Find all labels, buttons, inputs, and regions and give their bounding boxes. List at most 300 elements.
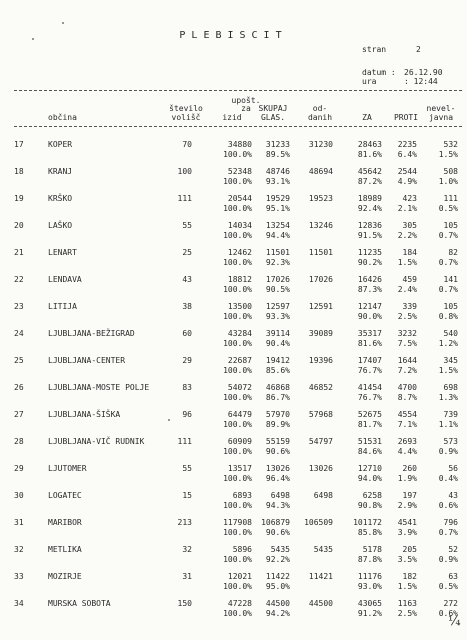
cell-skupaj: 106879 xyxy=(261,518,290,527)
cell-nev: 796 xyxy=(443,518,458,527)
cell-skupaj: 19529 xyxy=(265,194,290,203)
cell-pct-skupaj: 90.5% xyxy=(265,285,290,294)
cell-skupaj: 19412 xyxy=(265,356,290,365)
cell-za: 5178 xyxy=(362,545,382,554)
cell-volisca: 83 xyxy=(182,383,192,392)
row-number: 31 xyxy=(14,518,24,527)
cell-pct-za: 91.5% xyxy=(357,231,382,240)
cell-skupaj: 57970 xyxy=(265,410,290,419)
cell-pct-nev: 0.6% xyxy=(438,501,458,510)
cell-oddanih: 54797 xyxy=(308,437,333,446)
cell-skupaj: 55159 xyxy=(265,437,290,446)
cell-skupaj: 48746 xyxy=(265,167,290,176)
header-stevilo-line2: volišč xyxy=(171,113,201,122)
cell-pct-upost: 100.0% xyxy=(223,339,252,348)
cell-pct-skupaj: 94.4% xyxy=(265,231,290,240)
header-proti: PROTI xyxy=(393,113,419,122)
cell-pct-nev: 0.8% xyxy=(438,312,458,321)
cell-pct-proti: 1.5% xyxy=(397,582,417,591)
cell-volisca: 70 xyxy=(182,140,192,149)
table-row xyxy=(0,165,467,195)
cell-nev: 141 xyxy=(443,275,458,284)
cell-proti: 182 xyxy=(402,572,417,581)
table-row xyxy=(0,327,467,357)
cell-upost: 20544 xyxy=(227,194,252,203)
handwritten-mark: ¼ xyxy=(448,614,461,629)
cell-pct-upost: 100.0% xyxy=(223,366,252,375)
municipality-name: MARIBOR xyxy=(48,518,82,527)
cell-upost: 12462 xyxy=(227,248,252,257)
cell-pct-za: 87.2% xyxy=(357,177,382,186)
cell-za: 11235 xyxy=(357,248,382,257)
cell-upost: 64479 xyxy=(227,410,252,419)
cell-za: 41454 xyxy=(357,383,382,392)
cell-proti: 1644 xyxy=(397,356,417,365)
header-upost-line1: upošt. xyxy=(231,96,261,105)
cell-pct-proti: 1.5% xyxy=(397,258,417,267)
cell-proti: 3232 xyxy=(397,329,417,338)
cell-nev: 573 xyxy=(443,437,458,446)
cell-nev: 739 xyxy=(443,410,458,419)
row-number: 25 xyxy=(14,356,24,365)
cell-proti: 339 xyxy=(402,302,417,311)
cell-za: 51531 xyxy=(357,437,382,446)
cell-pct-nev: 1.1% xyxy=(438,420,458,429)
cell-upost: 14034 xyxy=(227,221,252,230)
municipality-name: LJUTOMER xyxy=(48,464,87,473)
cell-pct-upost: 100.0% xyxy=(223,393,252,402)
cell-pct-upost: 100.0% xyxy=(223,528,252,537)
header-skupaj-line1: SKUPAJ xyxy=(258,104,288,113)
cell-pct-nev: 1.0% xyxy=(438,177,458,186)
cell-pct-skupaj: 92.2% xyxy=(265,555,290,564)
row-number: 18 xyxy=(14,167,24,176)
cell-pct-skupaj: 85.6% xyxy=(265,366,290,375)
cell-upost: 12021 xyxy=(227,572,252,581)
municipality-name: LENDAVA xyxy=(48,275,82,284)
date-line xyxy=(362,68,443,77)
cell-pct-nev: 1.5% xyxy=(438,366,458,375)
cell-proti: 184 xyxy=(402,248,417,257)
cell-upost: 5896 xyxy=(232,545,252,554)
cell-pct-proti: 7.1% xyxy=(397,420,417,429)
table-row xyxy=(0,246,467,276)
cell-pct-skupaj: 90.6% xyxy=(265,447,290,456)
municipality-name: KRANJ xyxy=(48,167,73,176)
cell-za: 12836 xyxy=(357,221,382,230)
cell-volisca: 55 xyxy=(182,221,192,230)
cell-pct-upost: 100.0% xyxy=(223,582,252,591)
cell-pct-skupaj: 95.0% xyxy=(265,582,290,591)
header-top-rule xyxy=(14,90,462,91)
cell-pct-skupaj: 90.6% xyxy=(265,528,290,537)
cell-nev: 43 xyxy=(448,491,458,500)
header-skupaj-line2: GLAS. xyxy=(260,113,286,122)
cell-pct-nev: 0.5% xyxy=(438,204,458,213)
municipality-name: KRŠKO xyxy=(48,194,73,203)
municipality-name: LJUBLJANA-VIČ RUDNIK xyxy=(48,437,145,446)
cell-volisca: 31 xyxy=(182,572,192,581)
cell-upost: 22687 xyxy=(227,356,252,365)
cell-volisca: 29 xyxy=(182,356,192,365)
table-row xyxy=(0,516,467,546)
cell-za: 45642 xyxy=(357,167,382,176)
cell-oddanih: 6498 xyxy=(313,491,333,500)
header-stevilo-line1: število xyxy=(169,104,203,113)
cell-proti: 1163 xyxy=(397,599,417,608)
table-row xyxy=(0,462,467,492)
cell-za: 35317 xyxy=(357,329,382,338)
cell-pct-nev: 0.4% xyxy=(438,474,458,483)
cell-pct-proti: 7.2% xyxy=(397,366,417,375)
cell-nev: 56 xyxy=(448,464,458,473)
row-number: 21 xyxy=(14,248,24,257)
row-number: 17 xyxy=(14,140,24,149)
cell-skupaj: 44500 xyxy=(265,599,290,608)
cell-proti: 197 xyxy=(402,491,417,500)
cell-upost: 117908 xyxy=(223,518,252,527)
cell-pct-nev: 0.5% xyxy=(438,582,458,591)
cell-pct-upost: 100.0% xyxy=(223,177,252,186)
cell-pct-upost: 100.0% xyxy=(223,258,252,267)
cell-pct-proti: 3.9% xyxy=(397,528,417,537)
cell-oddanih: 39089 xyxy=(308,329,333,338)
cell-volisca: 111 xyxy=(177,437,192,446)
header-bottom-rule xyxy=(14,126,462,127)
cell-skupaj: 11501 xyxy=(265,248,290,257)
cell-pct-za: 90.0% xyxy=(357,312,382,321)
cell-proti: 205 xyxy=(402,545,417,554)
cell-volisca: 55 xyxy=(182,464,192,473)
row-number: 20 xyxy=(14,221,24,230)
cell-pct-za: 84.6% xyxy=(357,447,382,456)
cell-pct-upost: 100.0% xyxy=(223,312,252,321)
cell-za: 43065 xyxy=(357,599,382,608)
cell-skupaj: 5435 xyxy=(270,545,290,554)
cell-oddanih: 11421 xyxy=(308,572,333,581)
cell-nev: 698 xyxy=(443,383,458,392)
cell-upost: 13500 xyxy=(227,302,252,311)
cell-pct-upost: 100.0% xyxy=(223,204,252,213)
cell-volisca: 25 xyxy=(182,248,192,257)
cell-pct-skupaj: 94.2% xyxy=(265,609,290,618)
cell-pct-za: 90.2% xyxy=(357,258,382,267)
cell-oddanih: 11501 xyxy=(308,248,333,257)
cell-proti: 2235 xyxy=(397,140,417,149)
scan-speck xyxy=(62,22,64,24)
cell-skupaj: 46868 xyxy=(265,383,290,392)
header-oddanih-line2: danih xyxy=(307,113,333,122)
cell-pct-skupaj: 93.3% xyxy=(265,312,290,321)
municipality-name: LOGATEC xyxy=(48,491,82,500)
cell-pct-proti: 7.5% xyxy=(397,339,417,348)
cell-za: 6258 xyxy=(362,491,382,500)
cell-pct-za: 76.7% xyxy=(357,366,382,375)
cell-pct-proti: 2.9% xyxy=(397,501,417,510)
cell-pct-skupaj: 89.9% xyxy=(265,420,290,429)
cell-oddanih: 48694 xyxy=(308,167,333,176)
cell-oddanih: 13246 xyxy=(308,221,333,230)
cell-volisca: 15 xyxy=(182,491,192,500)
cell-pct-nev: 1.2% xyxy=(438,339,458,348)
cell-pct-za: 81.7% xyxy=(357,420,382,429)
cell-za: 17407 xyxy=(357,356,382,365)
table-row xyxy=(0,408,467,438)
cell-za: 101172 xyxy=(353,518,382,527)
table-row xyxy=(0,381,467,411)
municipality-name: LITIJA xyxy=(48,302,77,311)
cell-proti: 4700 xyxy=(397,383,417,392)
cell-za: 16426 xyxy=(357,275,382,284)
table-row xyxy=(0,435,467,465)
cell-proti: 305 xyxy=(402,221,417,230)
cell-upost: 47228 xyxy=(227,599,252,608)
row-number: 30 xyxy=(14,491,24,500)
cell-volisca: 150 xyxy=(177,599,192,608)
table-row xyxy=(0,138,467,168)
cell-pct-skupaj: 93.1% xyxy=(265,177,290,186)
table-row xyxy=(0,192,467,222)
cell-nev: 105 xyxy=(443,302,458,311)
cell-pct-proti: 2.5% xyxy=(397,609,417,618)
municipality-name: MURSKA SOBOTA xyxy=(48,599,111,608)
cell-upost: 6893 xyxy=(232,491,252,500)
cell-pct-skupaj: 86.7% xyxy=(265,393,290,402)
row-number: 24 xyxy=(14,329,24,338)
cell-za: 52675 xyxy=(357,410,382,419)
municipality-name: LENART xyxy=(48,248,77,257)
cell-skupaj: 13026 xyxy=(265,464,290,473)
cell-pct-za: 76.7% xyxy=(357,393,382,402)
header-upost-line3: izid xyxy=(222,113,242,122)
cell-pct-proti: 2.4% xyxy=(397,285,417,294)
municipality-name: LJUBLJANA-BEŽIGRAD xyxy=(48,329,135,338)
cell-volisca: 213 xyxy=(177,518,192,527)
cell-pct-za: 93.0% xyxy=(357,582,382,591)
cell-pct-proti: 6.4% xyxy=(397,150,417,159)
cell-pct-upost: 100.0% xyxy=(223,420,252,429)
cell-pct-upost: 100.0% xyxy=(223,474,252,483)
time-value: : 12:44 xyxy=(404,77,438,86)
cell-skupaj: 17026 xyxy=(265,275,290,284)
row-number: 27 xyxy=(14,410,24,419)
cell-pct-nev: 1.5% xyxy=(438,150,458,159)
cell-pct-nev: 0.9% xyxy=(438,447,458,456)
table-row xyxy=(0,354,467,384)
cell-nev: 508 xyxy=(443,167,458,176)
cell-pct-za: 91.2% xyxy=(357,609,382,618)
cell-pct-nev: 1.3% xyxy=(438,393,458,402)
cell-proti: 4554 xyxy=(397,410,417,419)
cell-pct-nev: 0.7% xyxy=(438,258,458,267)
table-row xyxy=(0,570,467,600)
cell-pct-za: 94.0% xyxy=(357,474,382,483)
municipality-name: METLIKA xyxy=(48,545,82,554)
cell-oddanih: 46852 xyxy=(308,383,333,392)
cell-volisca: 38 xyxy=(182,302,192,311)
time-line xyxy=(362,77,438,86)
municipality-name: LAŠKO xyxy=(48,221,73,230)
page-number: 2 xyxy=(416,45,421,54)
cell-pct-skupaj: 89.5% xyxy=(265,150,290,159)
cell-nev: 63 xyxy=(448,572,458,581)
row-number: 32 xyxy=(14,545,24,554)
row-number: 23 xyxy=(14,302,24,311)
cell-za: 12147 xyxy=(357,302,382,311)
cell-pct-upost: 100.0% xyxy=(223,609,252,618)
cell-pct-skupaj: 92.3% xyxy=(265,258,290,267)
cell-volisca: 32 xyxy=(182,545,192,554)
row-number: 28 xyxy=(14,437,24,446)
cell-oddanih: 12591 xyxy=(308,302,333,311)
cell-proti: 2544 xyxy=(397,167,417,176)
header-oddanih-line1: od- xyxy=(312,104,328,113)
cell-pct-upost: 100.0% xyxy=(223,150,252,159)
cell-oddanih: 19396 xyxy=(308,356,333,365)
cell-upost: 54072 xyxy=(227,383,252,392)
municipality-name: KOPER xyxy=(48,140,73,149)
cell-skupaj: 12597 xyxy=(265,302,290,311)
row-number: 26 xyxy=(14,383,24,392)
header-upost-line2: za xyxy=(241,104,251,113)
cell-upost: 34880 xyxy=(227,140,252,149)
date-value: 26.12.90 xyxy=(404,68,443,77)
cell-proti: 260 xyxy=(402,464,417,473)
cell-proti: 459 xyxy=(402,275,417,284)
header-obcina: občina xyxy=(48,113,77,122)
cell-volisca: 43 xyxy=(182,275,192,284)
cell-oddanih: 44500 xyxy=(308,599,333,608)
cell-pct-za: 90.8% xyxy=(357,501,382,510)
cell-pct-nev: 0.9% xyxy=(438,555,458,564)
cell-upost: 60909 xyxy=(227,437,252,446)
cell-upost: 52348 xyxy=(227,167,252,176)
cell-pct-upost: 100.0% xyxy=(223,447,252,456)
cell-pct-za: 81.6% xyxy=(357,150,382,159)
cell-pct-za: 81.6% xyxy=(357,339,382,348)
municipality-name: LJUBLJANA-ŠIŠKA xyxy=(48,410,121,419)
page-number-line xyxy=(362,45,421,54)
cell-nev: 540 xyxy=(443,329,458,338)
cell-pct-za: 85.8% xyxy=(357,528,382,537)
cell-nev: 272 xyxy=(443,599,458,608)
cell-nev: 105 xyxy=(443,221,458,230)
cell-skupaj: 11422 xyxy=(265,572,290,581)
cell-skupaj: 39114 xyxy=(265,329,290,338)
cell-pct-upost: 100.0% xyxy=(223,501,252,510)
date-label: datum : xyxy=(362,68,396,77)
cell-skupaj: 31233 xyxy=(265,140,290,149)
row-number: 29 xyxy=(14,464,24,473)
cell-nev: 82 xyxy=(448,248,458,257)
cell-pct-za: 92.4% xyxy=(357,204,382,213)
header-neveljavna-line1: nevel- xyxy=(426,104,456,113)
cell-pct-za: 87.8% xyxy=(357,555,382,564)
scan-speck xyxy=(32,38,34,40)
row-number: 19 xyxy=(14,194,24,203)
cell-volisca: 100 xyxy=(177,167,192,176)
cell-pct-proti: 2.1% xyxy=(397,204,417,213)
cell-oddanih: 13026 xyxy=(308,464,333,473)
table-row xyxy=(0,543,467,573)
cell-za: 28463 xyxy=(357,140,382,149)
cell-pct-nev: 0.7% xyxy=(438,231,458,240)
cell-oddanih: 106509 xyxy=(304,518,333,527)
cell-proti: 423 xyxy=(402,194,417,203)
table-row xyxy=(0,219,467,249)
municipality-name: LJUBLJANA-MOSTE POLJE xyxy=(48,383,150,392)
cell-skupaj: 6498 xyxy=(270,491,290,500)
cell-oddanih: 57968 xyxy=(308,410,333,419)
header-neveljavna-line2: javna xyxy=(428,113,454,122)
cell-volisca: 60 xyxy=(182,329,192,338)
cell-volisca: 96 xyxy=(182,410,192,419)
cell-pct-proti: 8.7% xyxy=(397,393,417,402)
cell-nev: 532 xyxy=(443,140,458,149)
municipality-name: MOZIRJE xyxy=(48,572,82,581)
cell-pct-upost: 100.0% xyxy=(223,231,252,240)
cell-za: 12710 xyxy=(357,464,382,473)
cell-pct-proti: 4.4% xyxy=(397,447,417,456)
page-label: stran xyxy=(362,45,387,54)
cell-pct-proti: 2.2% xyxy=(397,231,417,240)
cell-pct-proti: 2.5% xyxy=(397,312,417,321)
document-title: PLEBISCIT xyxy=(179,30,288,41)
table-row xyxy=(0,300,467,330)
cell-pct-skupaj: 95.1% xyxy=(265,204,290,213)
time-label: ura xyxy=(362,77,377,86)
cell-oddanih: 5435 xyxy=(313,545,333,554)
table-row xyxy=(0,489,467,519)
cell-nev: 52 xyxy=(448,545,458,554)
scan-speck xyxy=(168,419,170,421)
cell-pct-upost: 100.0% xyxy=(223,285,252,294)
row-number: 34 xyxy=(14,599,24,608)
cell-pct-nev: 0.7% xyxy=(438,528,458,537)
cell-pct-za: 87.3% xyxy=(357,285,382,294)
cell-nev: 111 xyxy=(443,194,458,203)
row-number: 33 xyxy=(14,572,24,581)
cell-pct-upost: 100.0% xyxy=(223,555,252,564)
header-za: ZA xyxy=(362,113,372,122)
cell-upost: 18812 xyxy=(227,275,252,284)
cell-oddanih: 17026 xyxy=(308,275,333,284)
cell-za: 11176 xyxy=(357,572,382,581)
table-row xyxy=(0,597,467,627)
cell-za: 18989 xyxy=(357,194,382,203)
cell-oddanih: 19523 xyxy=(308,194,333,203)
cell-skupaj: 13254 xyxy=(265,221,290,230)
cell-pct-nev: 0.7% xyxy=(438,285,458,294)
cell-pct-skupaj: 96.4% xyxy=(265,474,290,483)
row-number: 22 xyxy=(14,275,24,284)
cell-pct-proti: 3.5% xyxy=(397,555,417,564)
cell-pct-nev: 0.6% xyxy=(438,609,458,618)
cell-upost: 13517 xyxy=(227,464,252,473)
cell-pct-proti: 1.9% xyxy=(397,474,417,483)
cell-upost: 43284 xyxy=(227,329,252,338)
cell-nev: 345 xyxy=(443,356,458,365)
cell-oddanih: 31230 xyxy=(308,140,333,149)
cell-pct-skupaj: 94.3% xyxy=(265,501,290,510)
cell-proti: 4541 xyxy=(397,518,417,527)
cell-pct-skupaj: 90.4% xyxy=(265,339,290,348)
cell-pct-proti: 4.9% xyxy=(397,177,417,186)
table-row xyxy=(0,273,467,303)
municipality-name: LJUBLJANA-CENTER xyxy=(48,356,126,365)
cell-volisca: 111 xyxy=(177,194,192,203)
cell-proti: 2693 xyxy=(397,437,417,446)
